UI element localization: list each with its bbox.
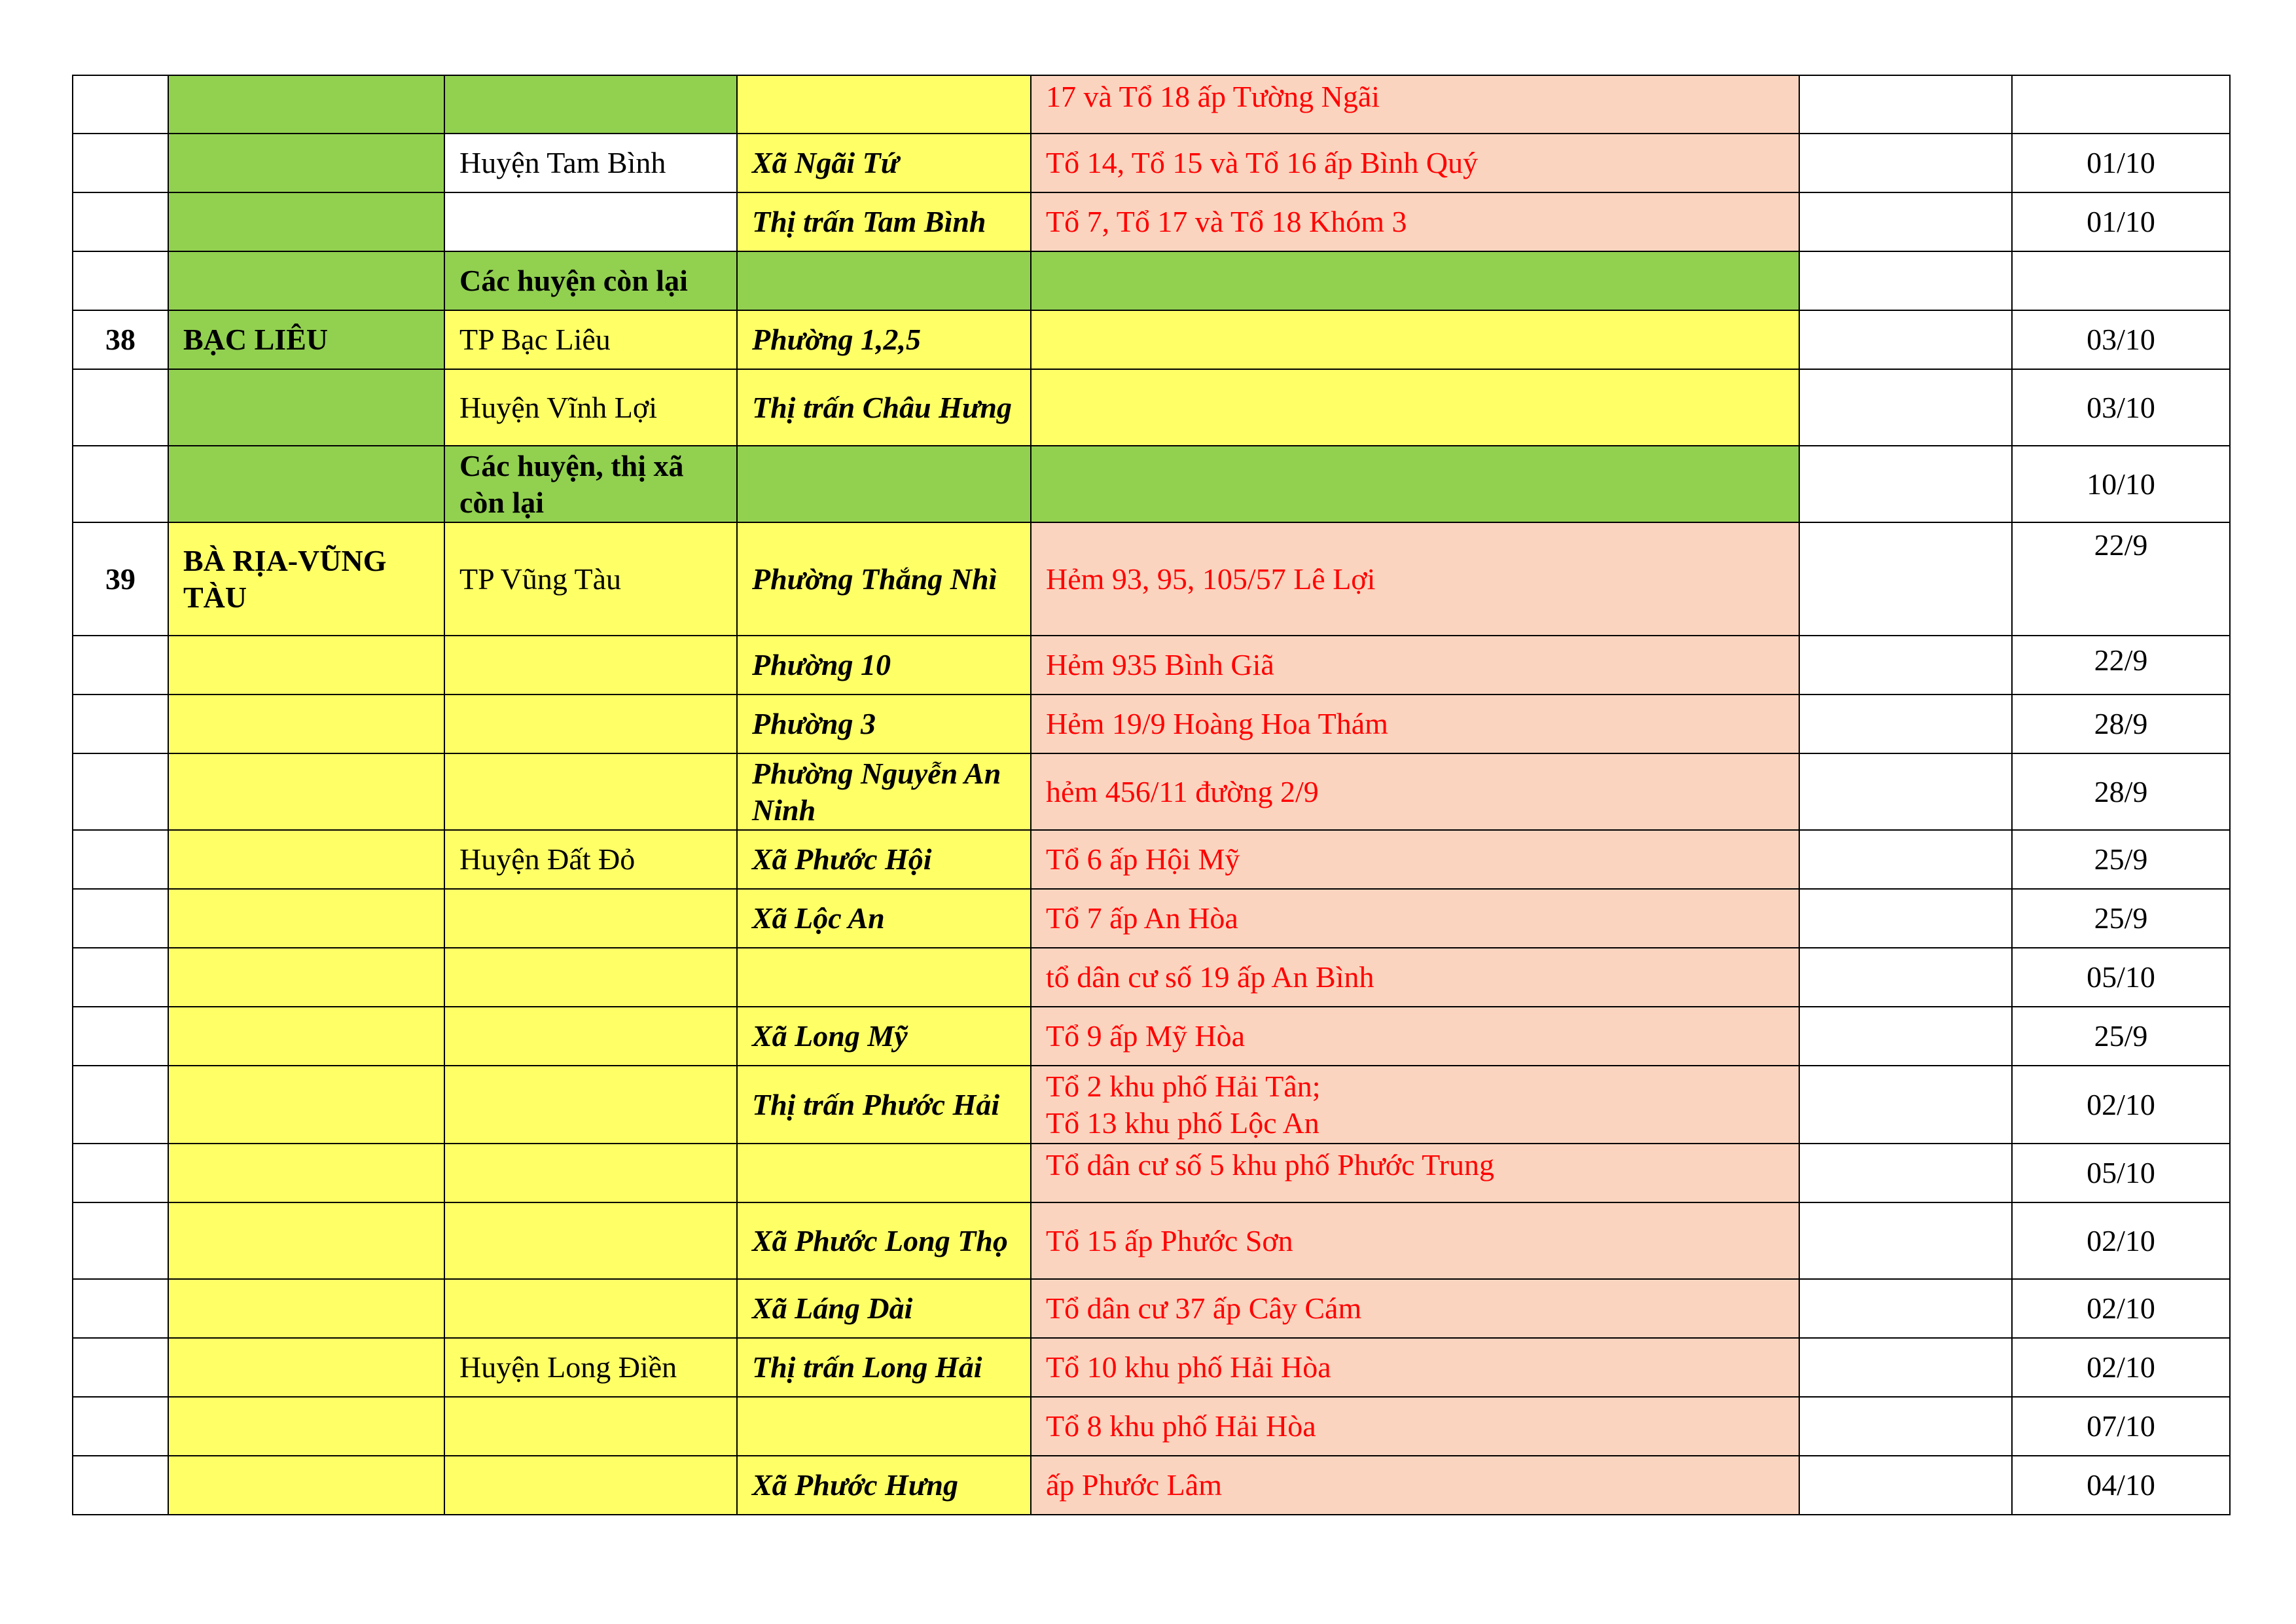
row-number: [73, 251, 168, 310]
district-cell: [444, 948, 737, 1007]
date-cell: 02/10: [2012, 1338, 2230, 1397]
detail-cell: [1031, 369, 1799, 446]
province-cell: [168, 251, 444, 310]
detail-cell: [1031, 1066, 1799, 1144]
ward-cell: [737, 1144, 1031, 1202]
table-row: [73, 695, 2230, 753]
district-cell: [444, 192, 737, 251]
blank-cell: [1799, 1202, 2012, 1279]
date-cell: 02/10: [2012, 1202, 2230, 1279]
date-cell: 03/10: [2012, 369, 2230, 446]
detail-cell: Tổ 6 ấp Hội Mỹ: [1031, 830, 1799, 889]
province-cell: [168, 1456, 444, 1515]
blank-cell: [1799, 1279, 2012, 1338]
blank-cell: [1799, 695, 2012, 753]
province-cell: [168, 1007, 444, 1066]
ward-cell: [737, 251, 1031, 310]
table-row: [73, 889, 2230, 948]
table-row: [73, 636, 2230, 695]
date-cell: 25/9: [2012, 1007, 2230, 1066]
table-row: [73, 1007, 2230, 1066]
district-cell: TP Vũng Tàu: [444, 522, 737, 636]
district-cell: Huyện Đất Đỏ: [444, 830, 737, 889]
date-cell: 04/10: [2012, 1456, 2230, 1515]
blank-cell: [1799, 1066, 2012, 1144]
row-number: [73, 369, 168, 446]
province-cell: [168, 948, 444, 1007]
ward-cell: Xã Phước Long Thọ: [737, 1202, 1031, 1279]
ward-cell: Thị trấn Long Hải: [737, 1338, 1031, 1397]
row-number: [73, 1456, 168, 1515]
blank-cell: [1799, 753, 2012, 830]
ward-cell: Thị trấn Tam Bình: [737, 192, 1031, 251]
ward-cell: Xã Láng Dài: [737, 1279, 1031, 1338]
row-number: [73, 1007, 168, 1066]
table-row: [73, 1066, 2230, 1144]
row-number: [73, 753, 168, 830]
ward-cell: Phường 3: [737, 695, 1031, 753]
detail-cell: Tổ 15 ấp Phước Sơn: [1031, 1202, 1799, 1279]
ward-cell: Thị trấn Phước Hải: [737, 1066, 1031, 1144]
ward-cell: [737, 75, 1031, 134]
district-cell: TP Bạc Liêu: [444, 310, 737, 369]
province-cell: [168, 830, 444, 889]
province-cell: BÀ RỊA-VŨNG TÀU: [168, 522, 444, 636]
row-number: [73, 75, 168, 134]
ward-cell: Phường Nguyễn An Ninh: [737, 753, 1031, 830]
district-cell: Huyện Vĩnh Lợi: [444, 369, 737, 446]
ward-cell: Phường 1,2,5: [737, 310, 1031, 369]
table-row: [73, 1144, 2230, 1202]
table-row: [73, 369, 2230, 446]
detail-cell: Tổ 14, Tổ 15 và Tổ 16 ấp Bình Quý: [1031, 134, 1799, 192]
date-cell: 10/10: [2012, 446, 2230, 522]
district-cell: [444, 636, 737, 695]
ward-cell: [737, 1397, 1031, 1456]
district-cell: [444, 1066, 737, 1144]
locations-table: [72, 75, 2231, 1515]
date-cell: 28/9: [2012, 753, 2230, 830]
province-cell: [168, 1202, 444, 1279]
detail-line: Tổ 2 khu phố Hải Tân;: [1046, 1070, 1321, 1104]
date-cell: 01/10: [2012, 134, 2230, 192]
district-cell: [444, 1007, 737, 1066]
table-row: [73, 753, 2230, 830]
blank-cell: [1799, 636, 2012, 695]
row-number: [73, 1202, 168, 1279]
district-cell: [444, 1456, 737, 1515]
date-cell: 25/9: [2012, 889, 2230, 948]
detail-cell: hẻm 456/11 đường 2/9: [1031, 753, 1799, 830]
table-row: [73, 1338, 2230, 1397]
blank-cell: [1799, 1456, 2012, 1515]
district-cell: [444, 1202, 737, 1279]
date-cell: 05/10: [2012, 1144, 2230, 1202]
date-cell: 05/10: [2012, 948, 2230, 1007]
province-cell: [168, 369, 444, 446]
table-row: [73, 1279, 2230, 1338]
row-number: [73, 1397, 168, 1456]
row-number: [73, 1066, 168, 1144]
blank-cell: [1799, 889, 2012, 948]
district-cell: Các huyện còn lại: [444, 251, 737, 310]
detail-cell: Tổ dân cư số 5 khu phố Phước Trung: [1031, 1144, 1799, 1202]
blank-cell: [1799, 446, 2012, 522]
detail-line: Tổ 13 khu phố Lộc An: [1046, 1106, 1319, 1140]
detail-cell: Tổ 10 khu phố Hải Hòa: [1031, 1338, 1799, 1397]
blank-cell: [1799, 1397, 2012, 1456]
blank-cell: [1799, 830, 2012, 889]
province-cell: [168, 695, 444, 753]
blank-cell: [1799, 251, 2012, 310]
detail-cell: Tổ dân cư 37 ấp Cây Cám: [1031, 1279, 1799, 1338]
table-row: [73, 1456, 2230, 1515]
blank-cell: [1799, 948, 2012, 1007]
table-row: [73, 446, 2230, 522]
ward-cell: Phường Thắng Nhì: [737, 522, 1031, 636]
province-cell: [168, 192, 444, 251]
blank-cell: [1799, 310, 2012, 369]
blank-cell: [1799, 369, 2012, 446]
district-cell: [444, 75, 737, 134]
province-cell: BẠC LIÊU: [168, 310, 444, 369]
row-number: [73, 889, 168, 948]
table-row: [73, 522, 2230, 636]
date-cell: 25/9: [2012, 830, 2230, 889]
row-number: 39: [73, 522, 168, 636]
detail-cell: Tổ 8 khu phố Hải Hòa: [1031, 1397, 1799, 1456]
province-cell: [168, 1066, 444, 1144]
province-cell: [168, 75, 444, 134]
table-row: [73, 830, 2230, 889]
district-cell: [444, 1279, 737, 1338]
detail-cell: Tổ 7 ấp An Hòa: [1031, 889, 1799, 948]
table-row: [73, 75, 2230, 134]
ward-cell: [737, 446, 1031, 522]
district-cell: Huyện Tam Bình: [444, 134, 737, 192]
detail-cell: [1031, 310, 1799, 369]
province-cell: [168, 1338, 444, 1397]
province-cell: [168, 889, 444, 948]
detail-cell: Tổ 9 ấp Mỹ Hòa: [1031, 1007, 1799, 1066]
district-cell: Huyện Long Điền: [444, 1338, 737, 1397]
date-cell: 03/10: [2012, 310, 2230, 369]
date-cell: 22/9: [2012, 636, 2230, 695]
detail-cell: Hẻm 935 Bình Giã: [1031, 636, 1799, 695]
detail-cell: Hẻm 93, 95, 105/57 Lê Lợi: [1031, 522, 1799, 636]
row-number: [73, 1338, 168, 1397]
detail-cell: Tổ 7, Tổ 17 và Tổ 18 Khóm 3: [1031, 192, 1799, 251]
blank-cell: [1799, 1007, 2012, 1066]
table-row: [73, 948, 2230, 1007]
detail-cell: ấp Phước Lâm: [1031, 1456, 1799, 1515]
ward-cell: Phường 10: [737, 636, 1031, 695]
detail-cell: tổ dân cư số 19 ấp An Bình: [1031, 948, 1799, 1007]
ward-cell: Xã Long Mỹ: [737, 1007, 1031, 1066]
district-cell: Các huyện, thị xã còn lại: [444, 446, 737, 522]
district-cell: [444, 889, 737, 948]
district-cell: [444, 1397, 737, 1456]
ward-cell: [737, 948, 1031, 1007]
blank-cell: [1799, 134, 2012, 192]
row-number: [73, 446, 168, 522]
table-row: [73, 1397, 2230, 1456]
detail-cell: 17 và Tổ 18 ấp Tường Ngãi: [1031, 75, 1799, 134]
table-row: [73, 134, 2230, 192]
blank-cell: [1799, 1338, 2012, 1397]
row-number: [73, 1279, 168, 1338]
blank-cell: [1799, 522, 2012, 636]
row-number: [73, 192, 168, 251]
district-cell: [444, 695, 737, 753]
table-row: [73, 1202, 2230, 1279]
row-number: [73, 948, 168, 1007]
row-number: [73, 636, 168, 695]
province-cell: [168, 1279, 444, 1338]
province-cell: [168, 1144, 444, 1202]
province-cell: [168, 446, 444, 522]
detail-cell: [1031, 251, 1799, 310]
province-cell: [168, 753, 444, 830]
detail-cell: Hẻm 19/9 Hoàng Hoa Thám: [1031, 695, 1799, 753]
ward-cell: Xã Phước Hưng: [737, 1456, 1031, 1515]
table-row: [73, 192, 2230, 251]
date-cell: 22/9: [2012, 522, 2230, 636]
table-row: [73, 251, 2230, 310]
row-number: 38: [73, 310, 168, 369]
blank-cell: [1799, 1144, 2012, 1202]
row-number: [73, 695, 168, 753]
date-cell: 02/10: [2012, 1279, 2230, 1338]
blank-cell: [1799, 192, 2012, 251]
date-cell: [2012, 251, 2230, 310]
row-number: [73, 830, 168, 889]
province-cell: [168, 636, 444, 695]
row-number: [73, 1144, 168, 1202]
blank-cell: [1799, 75, 2012, 134]
province-cell: [168, 134, 444, 192]
detail-cell: [1031, 446, 1799, 522]
district-cell: [444, 1144, 737, 1202]
date-cell: 28/9: [2012, 695, 2230, 753]
table-row: [73, 310, 2230, 369]
date-cell: 07/10: [2012, 1397, 2230, 1456]
ward-cell: Xã Phước Hội: [737, 830, 1031, 889]
ward-cell: Thị trấn Châu Hưng: [737, 369, 1031, 446]
date-cell: 01/10: [2012, 192, 2230, 251]
district-cell: [444, 753, 737, 830]
province-cell: [168, 1397, 444, 1456]
date-cell: [2012, 75, 2230, 134]
row-number: [73, 134, 168, 192]
ward-cell: Xã Ngãi Tứ: [737, 134, 1031, 192]
date-cell: 02/10: [2012, 1066, 2230, 1144]
ward-cell: Xã Lộc An: [737, 889, 1031, 948]
